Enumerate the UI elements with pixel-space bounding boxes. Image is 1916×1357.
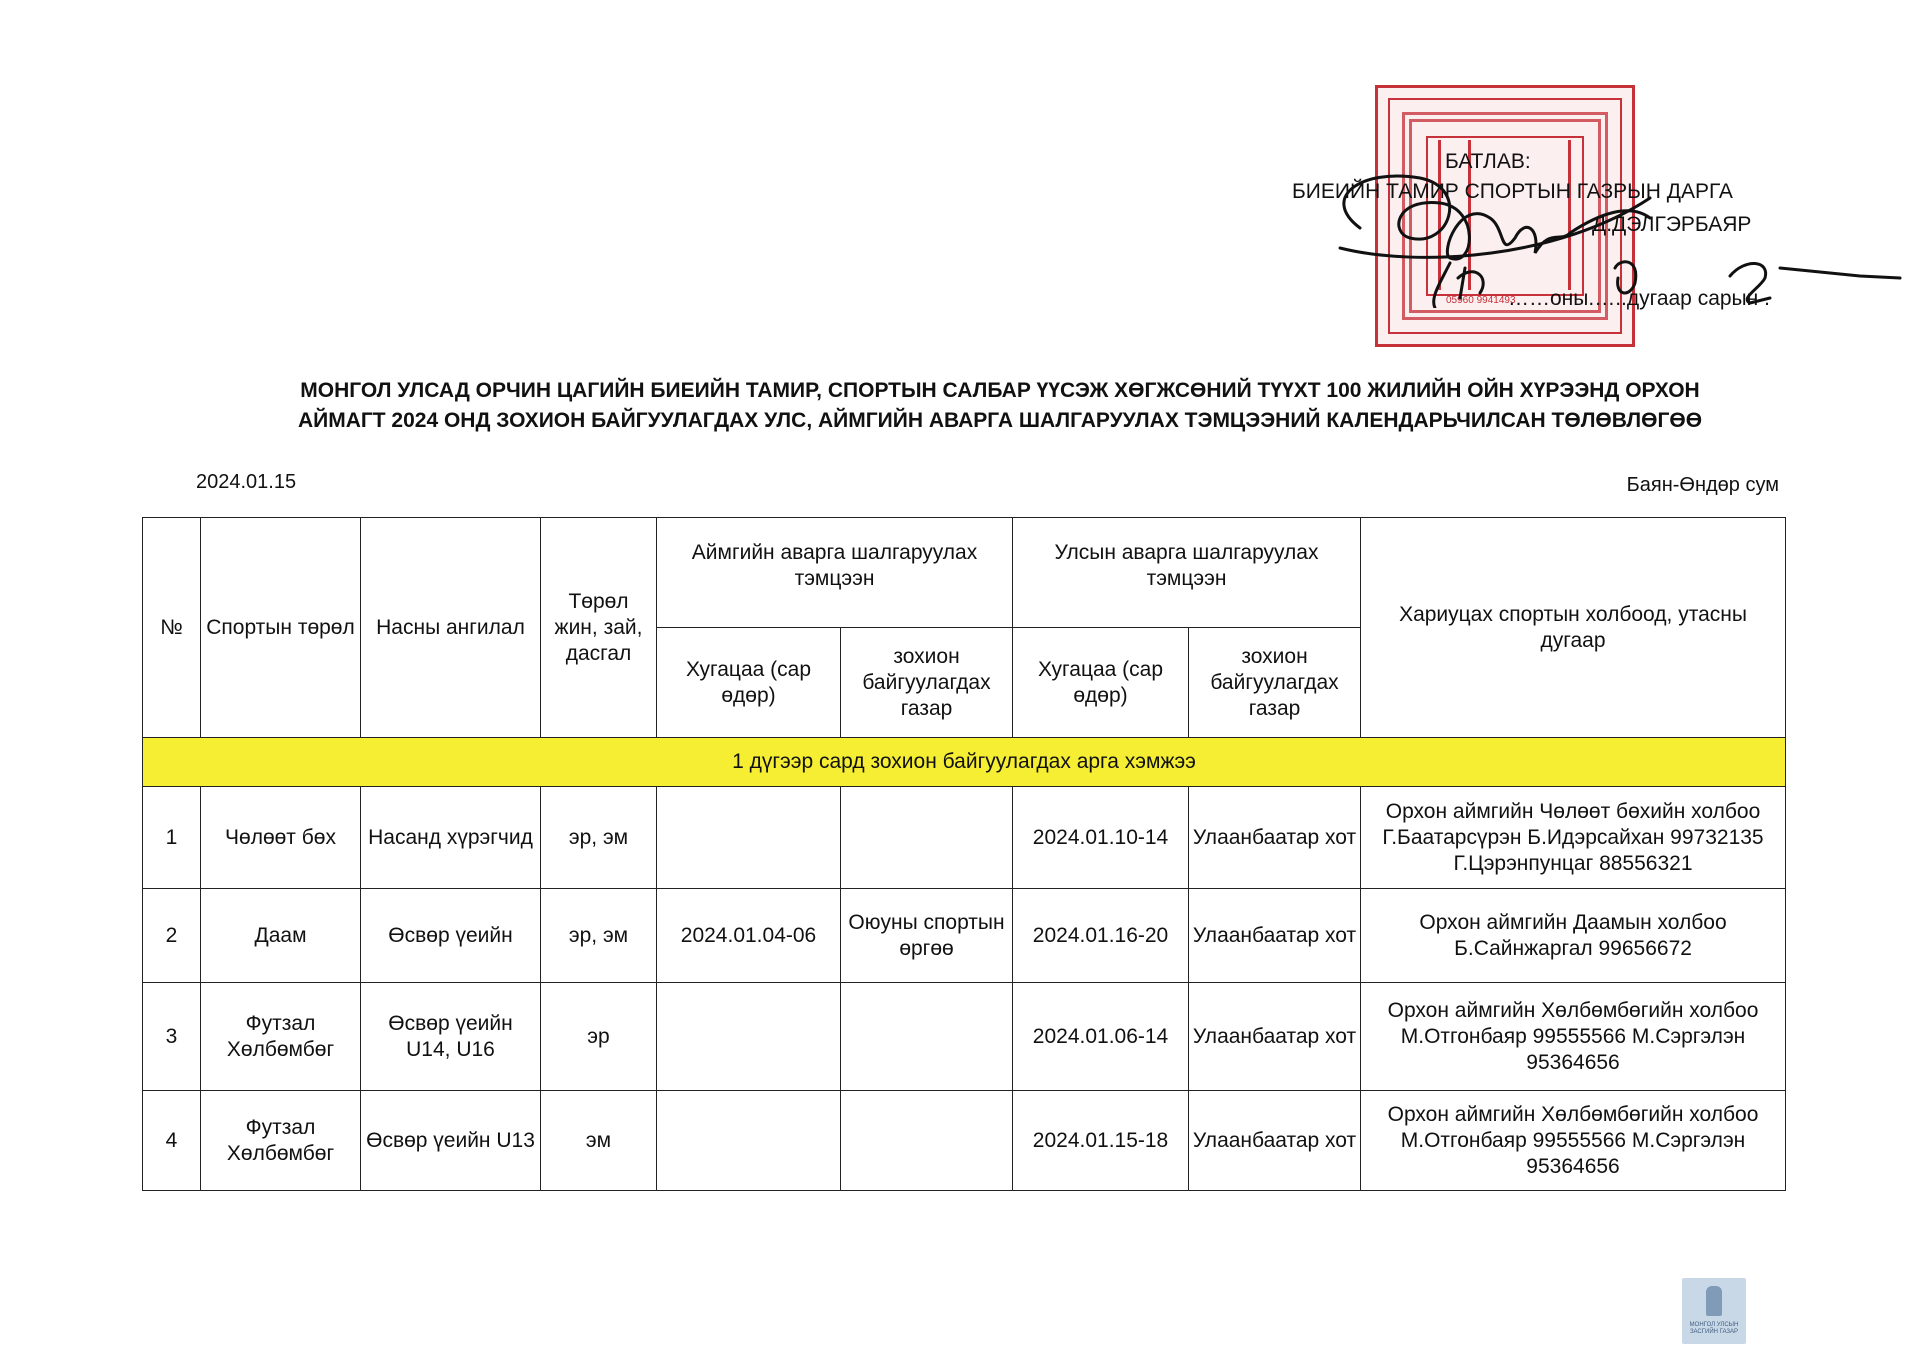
approval-date-line: ……оны.…..дугаар сарын . — [1508, 287, 1770, 310]
cell-national-venue: Улаанбаатар хот — [1189, 787, 1361, 889]
cell-national-venue: Улаанбаатар хот — [1189, 1091, 1361, 1191]
cell-type: эр, эм — [541, 889, 657, 983]
document-date: 2024.01.15 — [196, 471, 297, 493]
logo-caption-line-2: ЗАСГИЙН ГАЗАР — [1689, 1329, 1739, 1335]
cell-sport: Чөлөөт бөх — [201, 787, 361, 889]
cell-type: эм — [541, 1091, 657, 1191]
cell-aimag-venue — [841, 787, 1013, 889]
cell-no: 2 — [143, 889, 201, 983]
cell-no: 3 — [143, 983, 201, 1091]
cell-aimag-period — [657, 1091, 841, 1191]
handwritten-signature — [1300, 158, 1916, 308]
logo-caption — [1684, 1322, 1744, 1336]
document-title-line-1: МОНГОЛ УЛСАД ОРЧИН ЦАГИЙН БИЕИЙН ТАМИР, СПОРТЫН САЛБАР ҮҮСЭЖ ХӨГЖСӨНИЙ ТҮҮХТ 100 ЖИЛИЙН ОЙН ХҮРЭЭНД ОРХОН — [300, 379, 1700, 402]
table-row — [143, 983, 1786, 1091]
event-plan-table — [142, 517, 1786, 1191]
cell-national-venue: Улаанбаатар хот — [1189, 889, 1361, 983]
header-national-group: Улсын аварга шалгаруулах тэмцээн — [1013, 518, 1361, 628]
table-row — [143, 1091, 1786, 1191]
stamp-number: 05960 9941493 — [1446, 295, 1516, 306]
cell-aimag-venue — [841, 983, 1013, 1091]
cell-contact: Орхон аймгийн Хөлбөмбөгийн холбоо М.Отгонбаяр 99555566 М.Сэргэлэн 95364656 — [1361, 983, 1786, 1091]
cell-aimag-period — [657, 983, 841, 1091]
cell-national-period: 2024.01.06-14 — [1013, 983, 1189, 1091]
cell-no: 4 — [143, 1091, 201, 1191]
header-contact: Хариуцах спортын холбоод, утасны дугаар — [1361, 518, 1786, 738]
soyombo-icon — [1706, 1286, 1722, 1316]
cell-age: Өсвөр үеийн — [361, 889, 541, 983]
table-header-row — [143, 518, 1786, 628]
approval-position: БИЕИЙН ТАМИР СПОРТЫН ГАЗРЫН ДАРГА — [1292, 180, 1733, 203]
header-national-period: Хугацаа (сар өдөр) — [1013, 628, 1189, 738]
cell-sport: Футзал Хөлбөмбөг — [201, 1091, 361, 1191]
cell-sport: Футзал Хөлбөмбөг — [201, 983, 361, 1091]
header-sport: Спортын төрөл — [201, 518, 361, 738]
approval-heading: БАТЛАВ: — [1445, 150, 1531, 173]
cell-no: 1 — [143, 787, 201, 889]
cell-contact: Орхон аймгийн Чөлөөт бөхийн холбоо Г.Баатарсүрэн Б.Идэрсайхан 99732135 Г.Цэрэнпунцаг 88556321 — [1361, 787, 1786, 889]
cell-aimag-period — [657, 787, 841, 889]
cell-age: Өсвөр үеийн U13 — [361, 1091, 541, 1191]
header-aimag-group: Аймгийн аварга шалгаруулах тэмцээн — [657, 518, 1013, 628]
header-no: № — [143, 518, 201, 738]
document-place: Баян-Өндөр сум — [1626, 474, 1779, 496]
cell-age: Өсвөр үеийн U14, U16 — [361, 983, 541, 1091]
header-age: Насны ангилал — [361, 518, 541, 738]
logo-caption-line-1: МОНГОЛ УЛСЫН — [1689, 1322, 1739, 1328]
header-type: Төрөл жин, зай, дасгал — [541, 518, 657, 738]
document-title-line-2: АЙМАГТ 2024 ОНД ЗОХИОН БАЙГУУЛАГДАХ УЛС, АЙМГИЙН АВАРГА ШАЛГАРУУЛАХ ТЭМЦЭЭНИЙ КАЛЕНДАРЬЧИЛСАН ТӨЛӨВЛӨГӨӨ — [297, 409, 1703, 432]
government-logo — [1682, 1278, 1746, 1344]
cell-national-period: 2024.01.10-14 — [1013, 787, 1189, 889]
approval-name: Д.ДЭЛГЭРБАЯР — [1592, 213, 1752, 236]
cell-national-period: 2024.01.16-20 — [1013, 889, 1189, 983]
cell-aimag-period: 2024.01.04-06 — [657, 889, 841, 983]
cell-type: эр, эм — [541, 787, 657, 889]
table-row — [143, 889, 1786, 983]
table-row — [143, 787, 1786, 889]
cell-sport: Даам — [201, 889, 361, 983]
cell-type: эр — [541, 983, 657, 1091]
section-row — [143, 738, 1786, 787]
cell-contact: Орхон аймгийн Хөлбөмбөгийн холбоо М.Отгонбаяр 99555566 М.Сэргэлэн 95364656 — [1361, 1091, 1786, 1191]
cell-national-venue: Улаанбаатар хот — [1189, 983, 1361, 1091]
cell-contact: Орхон аймгийн Даамын холбоо Б.Сайнжаргал 99656672 — [1361, 889, 1786, 983]
section-label: 1 дүгээр сард зохион байгуулагдах арга хэмжээ — [143, 738, 1786, 787]
cell-age: Насанд хүрэгчид — [361, 787, 541, 889]
header-aimag-period: Хугацаа (сар өдөр) — [657, 628, 841, 738]
cell-national-period: 2024.01.15-18 — [1013, 1091, 1189, 1191]
cell-aimag-venue: Оюуны спортын өргөө — [841, 889, 1013, 983]
cell-aimag-venue — [841, 1091, 1013, 1191]
header-aimag-venue: зохион байгуулагдах газар — [841, 628, 1013, 738]
header-national-venue: зохион байгуулагдах газар — [1189, 628, 1361, 738]
